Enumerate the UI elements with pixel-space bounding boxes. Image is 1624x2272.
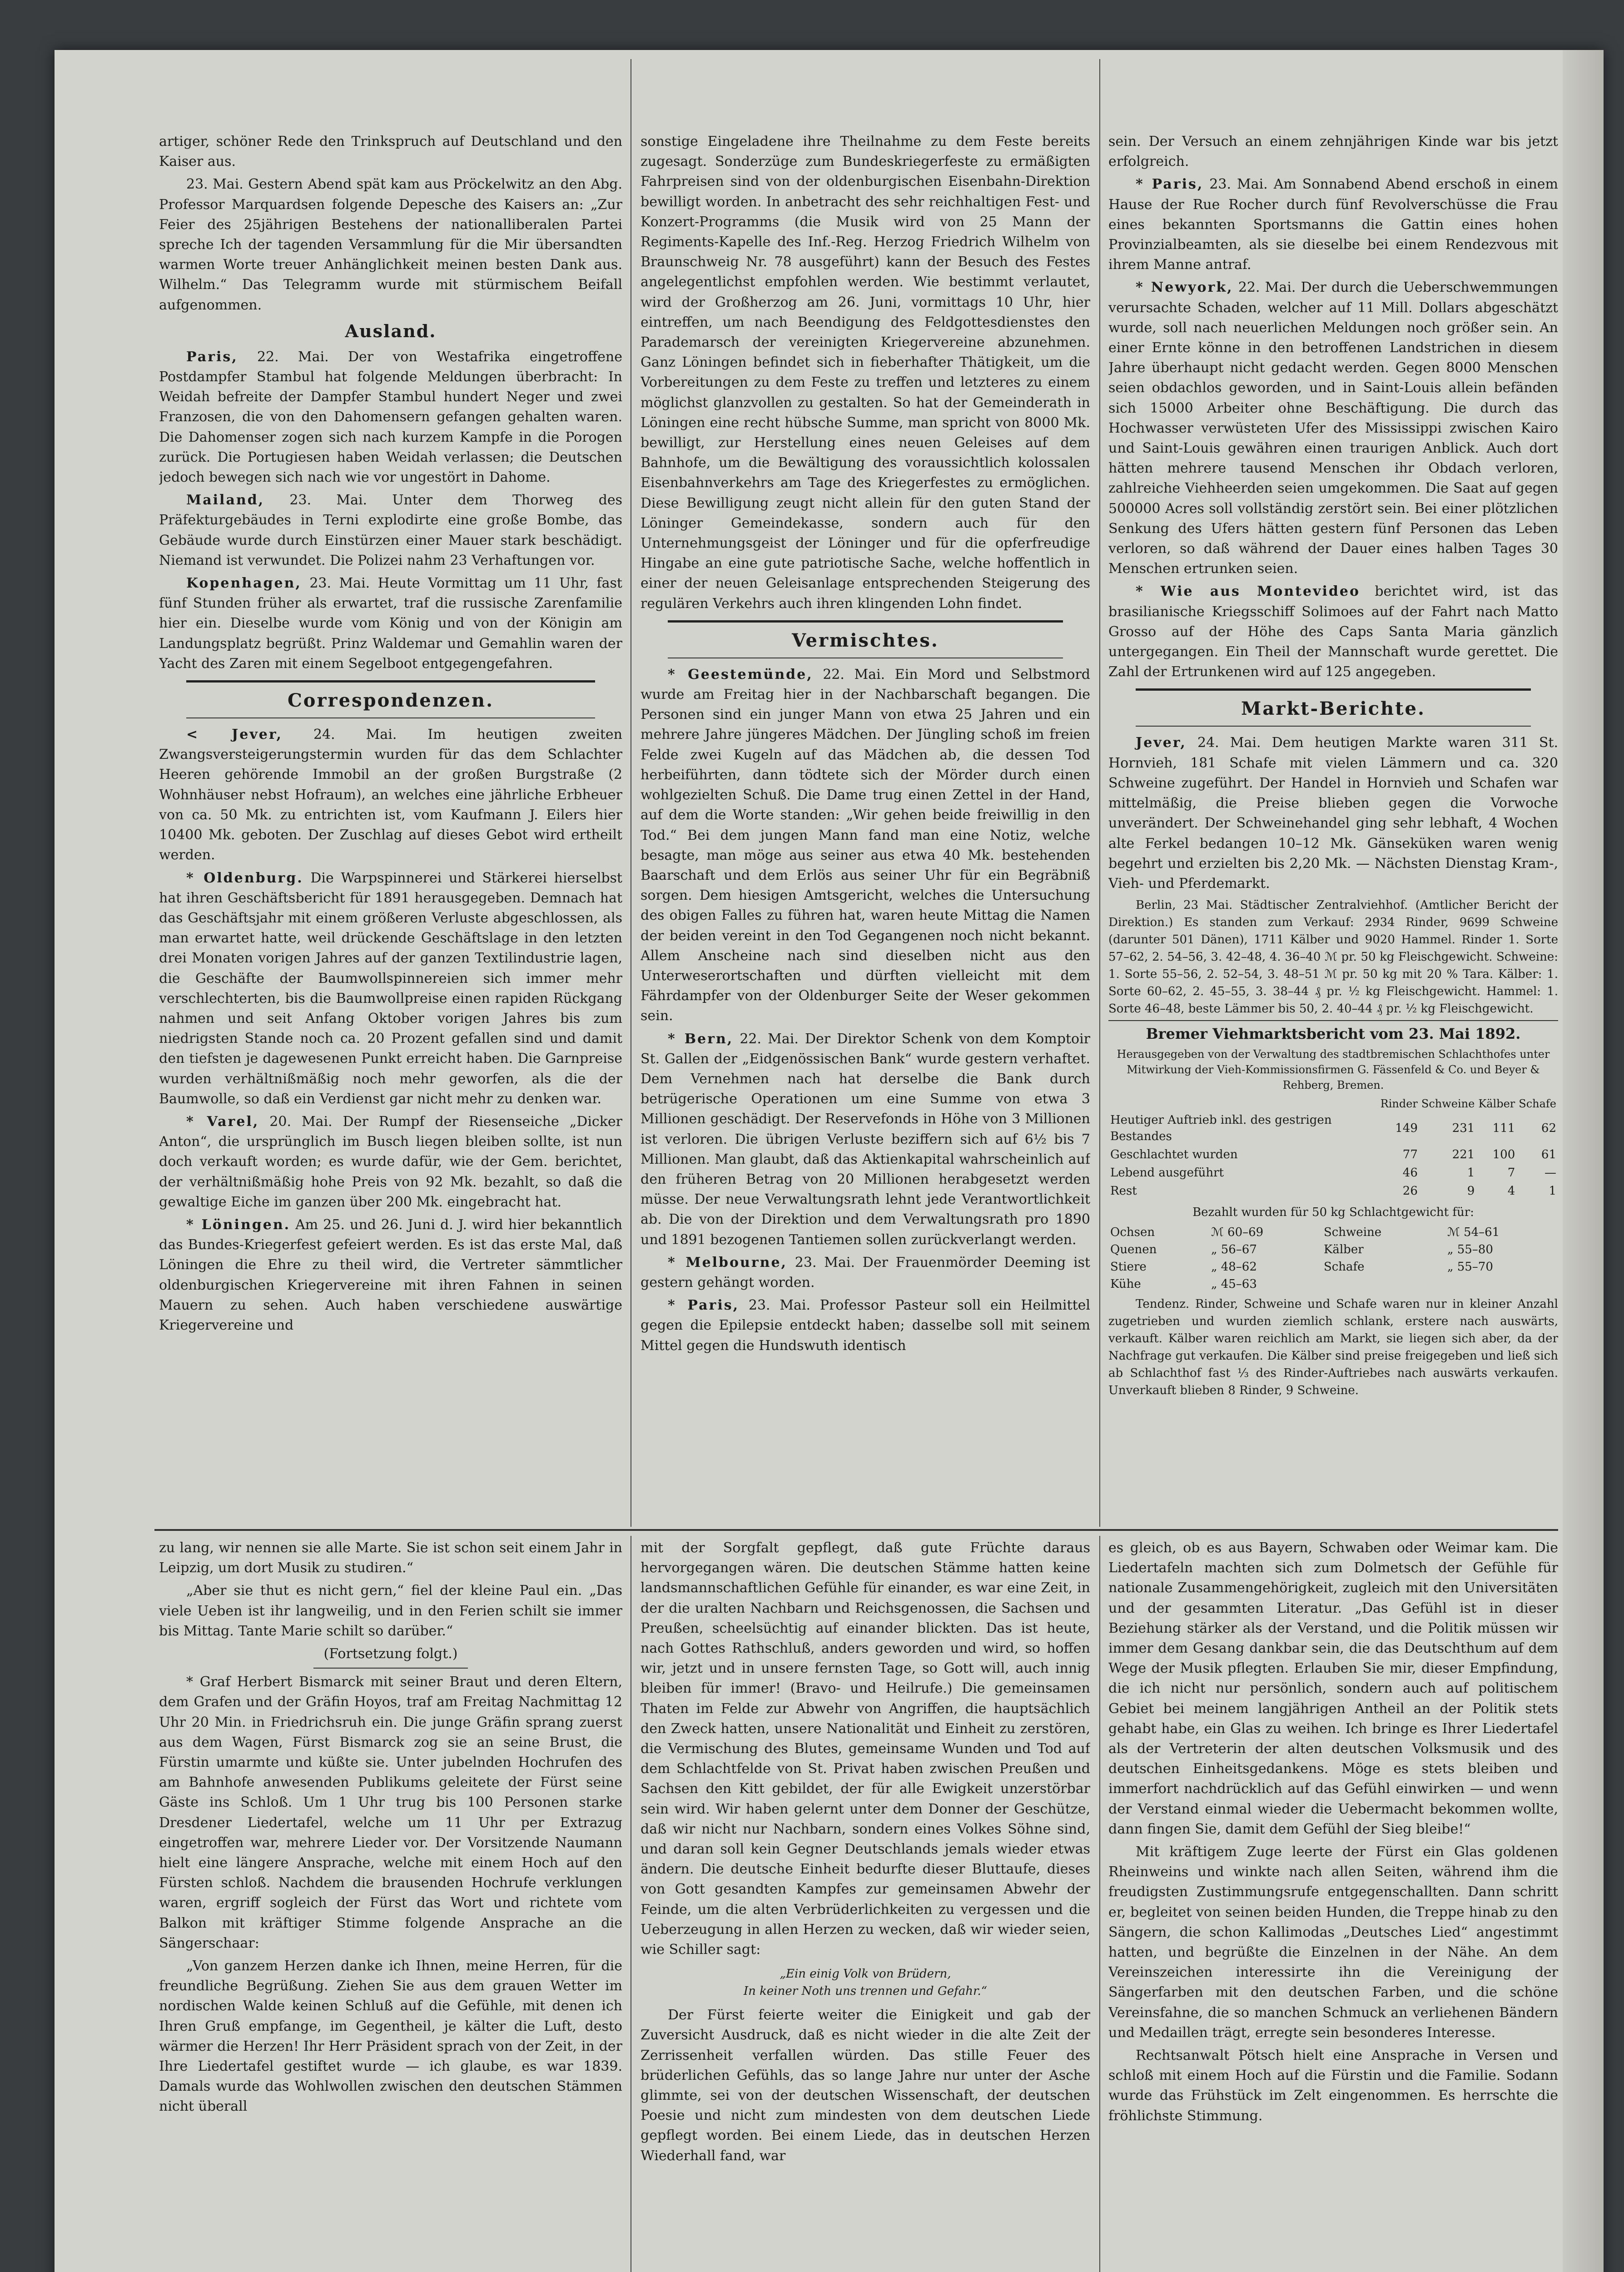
table-cell: Schweine [1323,1226,1382,1240]
table-cell: ℳ 60–69 [1211,1226,1264,1240]
table-cell: 61 [1541,1148,1556,1162]
table-cell: „ 56–67 [1211,1243,1257,1257]
dateline: Jever, [1136,735,1187,751]
table-cell: Quenen [1110,1243,1157,1257]
article-text: Der Fürst feierte weiter die Einigkeit und gab der Zuversicht Ausdruck, daß es nicht wieder in die alte Zeit der Zerrissenheit verfallen würden. Das stille Feuer des brüderlichen Gefühls, das so lange Jahre nur unter der Asche glimmte, sei von der deutschen Wissenschaft, der deutschen Poesie und nicht zum mindesten von dem deutschen Liede gepflegt worden. Bei einem Liede, das in deutschen Herzen Wiederhall fand, war [641,2007,1090,2164]
table-header-row [1108,1096,1558,1111]
column-separator [1099,59,1100,1527]
article-text: zu lang, wir nennen sie alle Marte. Sie ist schon seit einem Jahr in Leipzig, um dort Musik zu studiren.“ [159,1540,622,1576]
table-cell: 149 [1395,1121,1418,1136]
article-text: sein. Der Versuch an einem zehnjährigen Kinde war bis jetzt erfolgreich. [1108,134,1558,170]
dateline: * Bern, [668,1031,734,1047]
column-2 [641,132,1090,1527]
table-cell: 62 [1541,1121,1556,1136]
article-text: „Aber sie thut es nicht gern,“ fiel der kleine Paul ein. „Das viele Ueben ist ihr langweilig, und in den Ferien schilt sie immer bis Mittag. Tante Marie schilt so darüber.“ [159,1583,622,1639]
news-item: * Wie aus Montevideo berichtet wird, ist das brasilianische Kriegsschiff Solimoes auf der Fahrt nach Matto Grosso auf der Höhe des Caps Santa Maria gänzlich untergegangen. Ein Theil der Mannschaft wurde gerettet. Die Zahl der Ertrunkenen wird auf 125 angegeben. [1108,583,1558,680]
news-item: * Paris, 23. Mai. Am Sonnabend Abend erschoß in einem Hause der Rue Rocher durch fünf Revolverschüsse die Frau eines bekannten Sportsmanns die Gattin eines hohen Provinzialbeamten, als sie dieselbe bei einem Rendezvous mit ihrem Manne antraf. [1108,176,1558,273]
rule [1108,1020,1558,1021]
table-cell: „ 55–80 [1447,1243,1493,1257]
market-report-berlin: Berlin, 23 Mai. Städtischer Zentralviehhof. (Amtlicher Bericht der Direktion.) Es standen zum Verkauf: 2934 Rinder, 9699 Schweine (darunter 501 Dänen), 1711 Kälber und 9020 Hammel. Rinder 1. Sorte 57–62, 2. 54–56, 3. 42–48, 4. 36–40 ℳ pr. 50 kg Fleischgewicht. Schweine: 1. Sorte 55–56, 2. 52–54, 3. 48–51 ℳ pr. 50 kg mit 20 % Tara. Kälber: 1. Sorte 60–62, 2. 45–55, 3. 38–44 ₰ pr. ½ kg Fleischgewicht. Hammel: 1. Sorte 46–48, beste Lämmer bis 50, 2. 40–44 ₰ pr. ½ kg Fleischgewicht. [1108,898,1558,1016]
table-row [1108,1276,1558,1293]
article-text: artiger, schöner Rede den Trinkspruch auf Deutschland und den Kaiser aus. [159,134,622,170]
article-text: Rechtsanwalt Pötsch hielt eine Ansprache in Versen und schloß mit einem Hoch auf die Fürstin und die Familie. Sodann wurde das Frühstück im Zelt eingenommen. Es herrschte die fröhlichste Stimmung. [1108,2048,1558,2124]
dateline: Kopenhagen, [186,575,302,592]
section-heading: Ausland. [345,320,437,341]
continuation-note: (Fortsetzung folgt.) [323,1646,458,1662]
bremen-report-title: Bremer Viehmarktsbericht vom 23. Mai 1892. [1146,1025,1521,1043]
table-cell: Rest [1110,1184,1137,1198]
table-row [1108,1224,1558,1241]
bremen-prices-table [1108,1224,1558,1293]
table-cell: Kälber [1323,1243,1364,1257]
table-cell: „ 45–63 [1211,1277,1257,1291]
bremen-supply-table [1108,1096,1558,1200]
article-text: Mit kräftigem Zuge leerte der Fürst ein Glas goldenen Rheinweins und winkte nach allen Seiten, während ihm die freudigsten Zustimmungsrufe entgegenschallten. Dann schritt er, begleitet von seinen beiden Hunden, die Treppe hinab zu den Sängern, die schon Kallimodas „Deutsches Lied“ angestimmt hatten, und begrüßte die Einzelnen in der Nähe. An dem Vereinszeichen interessirte ihn die Vereinigung der Sängerfarben mit den deutschen Farben, und die schöne Vereinsfahne, die so manchen Schmuck an verliehenen Bändern und Medaillen trägt, erregte sein besonderes Interesse. [1108,1844,1558,2041]
table-cell: 1 [1467,1166,1475,1180]
table-cell: 1 [1549,1184,1556,1198]
table-cell: 111 [1492,1121,1515,1136]
news-item: Kopenhagen, 23. Mai. Heute Vormittag um 11 Uhr, fast fünf Stunden früher als erwartet, traf die russische Zarenfamilie hier ein. Dieselbe wurde vom König und von der Königin am Landungsplatz begrüßt. Prinz Waldemar und Gemahlin waren der Yacht des Zaren mit einem Segelboot entgegengefahren. [159,575,622,672]
table-cell: Geschlachtet wurden [1110,1148,1238,1162]
section-heading: Correspondenzen. [287,690,494,712]
table-cell: 221 [1452,1148,1475,1162]
table-cell [1322,1276,1445,1293]
table-cell: — [1545,1166,1556,1180]
table-header [1108,1096,1379,1111]
table-cell: Heutiger Auftrieb inkl. des gestrigen Bestandes [1110,1113,1332,1144]
news-item: * Löningen. Am 25. und 26. Juni d. J. wird hier bekanntlich das Bundes-Kriegerfest gefeiert werden. Es ist das erste Mal, daß Löningen die Ehre zu theil wird, die Vertreter sämmtlicher oldenburgischen Kriegervereine mit ihren Fahnen in seinen Mauern zu sehen. Auch haben verschiedene auswärtige Kriegervereine und [159,1216,622,1333]
table-cell: Kühe [1110,1277,1141,1291]
news-item: * Varel, 20. Mai. Der Rumpf der Riesenseiche „Dicker Anton“, die ursprünglich im Busch liegen bleiben sollte, ist nun doch verkauft worden; es wurde dafür, wie der Gem. berichtet, der verhältnißmäßig hohe Preis von 92 Mk. bezahlt, so daß die gewaltige Eiche im ganzen über 200 Mk. eingebracht hat. [159,1113,622,1210]
news-item: * Geestemünde, 22. Mai. Ein Mord und Selbstmord wurde am Freitag hier in der Nachbarschaft begangen. Die Personen sind ein junger Mann von etwa 25 Jahren und ein mehrere Jahre jüngeres Mädchen. Der Jüngling schoß im freien Felde zwei Kugeln auf das Mädchen ab, die dessen Tod herbeiführten, dann tödtete sich der Mörder durch einen wohlgezielten Schuß. Die Dame trug einen Zettel in der Hand, auf dem die Worte standen: „Wir gehen beide freiwillig in den Tod.“ Bei dem jungen Mann fand man eine Notiz, welche besagte, man möge aus seiner aus etwa 40 Mk. bestehenden Baarschaft und dem Erlös aus seiner Uhr für ein Begräbniß sorgen. Dem hiesigen Amtsgericht, welches die Untersuchung des obigen Falles zu führen hat, waren heute Mittag die Namen der beiden vereint in den Tod Gegangenen noch nicht bekannt. Allem Anscheine nach sind dieselben nicht aus den Unterweserortschaften und dürften vielleicht mit dem Fährdampfer von der Oldenburger Seite der Weser gekommen sein. [641,666,1090,1024]
table-row [1108,1146,1558,1164]
section-heading: Vermischtes. [792,629,939,651]
poem-line: „Ein einig Volk von Brüdern, [780,1967,951,1981]
page-edge [1563,50,1604,2272]
dateline: * Geestemünde, [668,666,813,683]
table-row [1108,1241,1558,1258]
dateline: Mailand, [186,492,265,508]
article-text: „Von ganzem Herzen danke ich Ihnen, meine Herren, für die freundliche Begrüßung. Ziehen Sie aus dem grauen Wetter im nordischen Walde keinen Schluß auf die Gefühle, mit denen ich Ihren Gruß empfange, im Gegentheil, je kälter die Luft, desto wärmer die Herzen! Ihr Herr Präsident sprach von der Zeit, in der Ihre Liedertafel gestiftet wurde — ich glaube, es war 1839. Damals wurde das Wohlwollen zwischen den deutschen Stämmen nicht überall [159,1958,622,2115]
table-cell: 231 [1452,1121,1475,1136]
table-cell: Ochsen [1110,1226,1155,1240]
table-cell: „ 55–70 [1447,1260,1493,1274]
bottom-column-1 [159,1538,622,2272]
table-cell: Schafe [1323,1260,1365,1274]
table-row [1108,1111,1558,1146]
table-cell: 26 [1402,1184,1418,1198]
section-separator [154,1529,1558,1531]
table-cell [1445,1276,1558,1293]
heading-rule [668,620,1063,623]
news-item: * Paris, 23. Mai. Professor Pasteur soll ein Heilmittel gegen die Epilepsie entdeckt haben; dasselbe soll mit seinem Mittel gegen die Hundswuth identisch [641,1297,1090,1354]
article-text: mit der Sorgfalt gepflegt, daß gute Früchte daraus hervorgegangen wären. Die deutschen Stämme hatten keine landsmannschaftlichen Gefühle für einander, es war eine Zeit, in der die uralten Nachbarn und Reichsgenossen, die Sachsen und Preußen, scheelsüchtig auf einander blickten. Das ist heute, nach Gottes Rathschluß, anders geworden und wird, so hoffen wir, jetzt und in unsere fernsten Tage, so Gott will, auch innig bleiben für immer! (Bravo- und Heilrufe.) Die gemeinsamen Thaten im Felde zur Abwehr von Angriffen, die hauptsächlich den Zweck hatten, unsere Nationalität und Einheit zu zerstören, die Vermischung des Blutes, gemeinsame Wunden und Tod auf dem Schlachtfelde von St. Privat haben zwischen Preußen und Sachsen den Kitt gebildet, der für alle Ewigkeit unzerstörbar sein wird. Wir haben gelernt unter dem Donner der Geschütze, daß wir nicht nur Nachbarn, sondern eines Volkes Söhne sind, und daran soll kein Gegner Deutschlands jemals wieder etwas ändern. Die deutsche Einheit bedurfte dieser Bluttaufe, dieses von Gott gesandten Kampfes zur gemeinsamen Abwehr der Feinde, um die alten Verbrüderlichkeiten zu vergessen und die Ueberzeugung in allen Herzen zu wecken, daß wir wieder seien, wie Schiller sagt: [641,1540,1090,1958]
table-cell: 7 [1507,1166,1515,1180]
bottom-column-2 [641,1538,1090,2272]
article-text: sonstige Eingeladene ihre Theilnahme zu dem Feste bereits zugesagt. Sonderzüge zum Bundeskriegerfeste zu ermäßigten Fahrpreisen sind von der oldenburgischen Eisenbahn-Direktion bewilligt worden. In anbetracht des sehr reichhaltigen Fest- und Konzert-Programms (die Musik wird von 25 Mann der Regiments-Kapelle des Inf.-Reg. Herzog Friedrich Wilhelm von Braunschweig Nr. 78 ausgeführt) kann der Besuch des Festes angelegentlichst empfohlen werden. Wie bestimmt verlautet, wird der Großherzog am 26. Juni, vormittags 10 Uhr, hier eintreffen, um nach Beendigung des Feldgottesdienstes den Parademarsch der vereinigten Kriegervereine abzunehmen. Ganz Löningen befindet sich in fieberhafter Thätigkeit, um die Vorbereitungen zu dem Feste zu treffen und letzteres zu einem möglichst glanzvollen zu gestalten. So hat der Gemeinderath in Löningen eine recht hübsche Summe, man spricht von 8000 Mk. bewilligt, zur Herstellung eines neuen Geleises auf dem Bahnhofe, um die Bewältigung des voraussichtlich kolossalen Eisenbahnverkehrs am Tage des Kriegerfestes zu ermöglichen. Diese Bewilligung zeugt nicht allein für den guten Stand der Löninger Gemeindekasse, sondern auch für den Unternehmungsgeist der Löninger und für die opferfreudige Hingabe an eine gute patriotische Sache, welche hoffentlich in einer der neuen Geleisanlage entsprechenden Steigerung des regulären Verkehrs auch ihren klingenden Lohn findet. [641,134,1090,612]
poem-line: In keiner Noth uns trennen und Gefahr.“ [743,1984,988,1998]
bottom-column-3 [1108,1538,1558,2272]
column-1 [159,132,622,1527]
section-heading: Markt-Berichte. [1241,698,1425,720]
table-cell: 46 [1402,1166,1418,1180]
rule [313,1668,468,1669]
dateline: * Newyork, [1136,279,1233,296]
heading-rule [1136,688,1531,691]
dateline: Paris, [186,349,238,365]
poem-quote [641,1965,1090,2000]
article-text: es gleich, ob es aus Bayern, Schwaben oder Weimar kam. Die Liedertafeln machten sich zum Dolmetsch der Gefühle für nationale Zusammengehörigkeit, zugleich mit den Universitäten und der gesammten Literatur. „Das Gefühl ist in dieser Beziehung stärker als der Verstand, und die Politik müssen wir immer dem Gesang dankbar sein, die das Deutschthum auf dem Wege der Musik pflegten. Erlauben Sie mir, dieser Empfindung, die ich nicht nur persönlich, sondern auch auf politischem Gebiet bei meinem langjährigen Antheil an der Politik stets gehabt habe, ein Glas zu weihen. Ich bringe es Ihrer Liedertafel als der Vertreterin der alten deutschen Volksmusik und des deutschen Einheitsgedankens. Möge es stets bleiben und immerfort nachdrücklich auf das Gefühl einwirken — und wenn der Verstand einmal wieder die Uebermacht bekommen wollte, dann fingen Sie, damit dem Gefühl der Sieg bleibe!“ [1108,1540,1558,1837]
table-header: Schafe [1519,1097,1556,1111]
table-header: Kälber [1478,1097,1515,1111]
news-item: * Melbourne, 23. Mai. Der Frauenmörder Deeming ist gestern gehängt worden. [641,1254,1090,1290]
dateline: * Varel, [186,1113,259,1130]
newspaper-page [55,50,1604,2272]
table-cell: 77 [1402,1148,1418,1162]
column-separator [1099,1536,1100,2272]
heading-rule [186,680,595,683]
table-row [1108,1258,1558,1276]
table-cell: 9 [1467,1184,1475,1198]
table-cell: 4 [1507,1184,1515,1198]
news-item: < Jever, 24. Mai. Im heutigen zweiten Zwangsversteigerungstermin wurden für das dem Schlachter Heeren gehörende Immobil an der großen Burgstraße (2 Wohnhäuser nebst Hofraum), an welches eine jährliche Erbheuer von ca. 50 Mk. zu entrichten ist, vom Kaufmann J. Eilers hier 10400 Mk. geboten. Der Zuschlag auf dieses Gebot wird ertheilt werden. [159,727,622,863]
dateline: * Paris, [1136,176,1204,193]
news-item: * Bern, 22. Mai. Der Direktor Schenk von dem Komptoir St. Gallen der „Eidgenössischen Bank“ wurde gestern verhaftet. Dem Vernehmen nach hat derselbe die Bank durch betrügerische Operationen um eine Summe von etwa 3 Millionen geschädigt. Der Reservefonds in Höhe von 3 Millionen ist verloren. Die übrigen Verluste beziffern sich auf 6½ bis 7 Millionen. Man glaubt, daß das Aktienkapital wahrscheinlich auf den früheren Betrag von 20 Millionen herabgesetzt werden müsse. Der neue Verwaltungsrath lehnt jede Verantwortlichkeit ab. Die von der Direktion und dem Verwaltungsrath pro 1890 und 1891 bezogenen Tantiemen sollen zurückverlangt werden. [641,1031,1090,1248]
table-cell: „ 48–62 [1211,1260,1257,1274]
heading-rule [1136,726,1531,727]
bremen-report-subtitle: Herausgegeben von der Verwaltung des stadtbremischen Schlachthofes unter Mitwirkung der Vieh-Kommissionsfirmen G. Fässenfeld & Co. und Beyer & Rehberg, Bremen. [1117,1048,1550,1092]
dateline: < Jever, [186,727,283,743]
news-item: * Newyork, 22. Mai. Der durch die Ueberschwemmungen verursachte Schaden, welcher auf 11 Mill. Dollars abgeschätzt wurde, soll nach neuerlichen Meldungen noch größer sein. An einer Ernte könne in den betroffenen Landstrichen in diesem Jahre überhaupt nicht gedacht werden. Gegen 8000 Menschen seien obdachlos geworden, und in Saint-Louis allein befänden sich 15000 Arbeiter ohne Beschäftigung. Die durch das Hochwasser verwüsteten Ufer des Mississippi zwischen Kairo und Saint-Louis gewähren einen traurigen Anblick. Auch dort hätten mehrere tausend Menschen ihr Obdach verloren, zahlreiche Viehheerden seien umgekommen. Die Saat auf gegen 500000 Acres soll vollständig zerstört sein. Bei einer plötzlichen Senkung des Ufers hätten gestern fünf Personen das Leben verloren, so daß während der Dauer eines halben Tages 30 Menschen ertrunken seien. [1108,279,1558,577]
table-cell: ℳ 54–61 [1447,1226,1500,1240]
dateline: * Oldenburg. [186,870,303,886]
prices-title: Bezahlt wurden für 50 kg Schlachtgewicht für: [1192,1206,1474,1220]
news-item: Mailand, 23. Mai. Unter dem Thorweg des Präfekturgebäudes in Terni explodirte eine große Bombe, das Gebäude wurde durch Einstürzen einer Mauer stark beschädigt. Niemand ist verwundet. Die Polizei nahm 23 Verhaftungen vor. [159,492,622,568]
table-row [1108,1182,1558,1200]
table-header: Schweine [1421,1097,1475,1111]
table-cell: 100 [1492,1148,1515,1162]
market-tendency: Tendenz. Rinder, Schweine und Schafe waren nur in kleiner Anzahl zugetrieben und wurden ziemlich schlank, erstere nach auswärts, verkauft. Kälber waren reichlich am Markt, sie liegen sich aber, da der Nachfrage gut verkaufen. Die Kälber sind preise freigegeben und ließ sich ab Schlachthof fast ⅓ des Rinder-Auftriebes nach auswärts verkaufen. Unverkauft blieben 8 Rinder, 9 Schweine. [1108,1297,1558,1398]
heading-rule [186,717,595,718]
column-3 [1108,132,1558,1527]
table-header: Rinder [1380,1097,1418,1111]
dateline: * Wie aus Montevideo [1136,583,1360,600]
table-cell: Lebend ausgeführt [1110,1166,1224,1180]
dateline: * Melbourne, [668,1254,788,1271]
article-text: 23. Mai. Gestern Abend spät kam aus Pröckelwitz an den Abg. Professor Marquardsen folgende Depesche des Kaisers an: „Zur Feier des 25jährigen Bestehens der nationalliberalen Partei spreche Ich der tagenden Versammlung für die Mir übersandten warmen Worte treuer Anhänglichkeit meinen besten Dank aus. Wilhelm.“ Das Telegramm wurde mit stürmischem Beifall aufgenommen. [159,176,622,313]
article-text: * Graf Herbert Bismarck mit seiner Braut und deren Eltern, dem Grafen und der Gräfin Hoyos, traf am Freitag Nachmittag 12 Uhr 20 Min. in Friedrichsruh ein. Die junge Gräfin sprang zuerst aus dem Wagen, Fürst Bismarck zog sie an seine Brust, die Fürstin umarmte und küßte sie. Unter jubelnden Hochrufen des am Bahnhofe anwesenden Publikums geleitete der Fürst seine Gäste ins Schloß. Um 1 Uhr trug bis 100 Personen starke Dresdener Liedertafel, welche um 11 Uhr per Extrazug eingetroffen war, mehrere Lieder vor. Der Vorsitzende Naumann hielt eine längere Ansprache, welche mit einem Hoch auf den Fürsten schloß. Nachdem die brausenden Hochrufe verklungen waren, ergriff sogleich der Fürst das Wort und richtete vom Balkon mit kräftiger Stimme folgende Ansprache an die Sängerschaar: [159,1674,622,1951]
dateline: * Löningen. [186,1216,291,1233]
news-item: Paris, 22. Mai. Der von Westafrika eingetroffene Postdampfer Stambul hat folgende Meldungen überbracht: In Weidah befreite der Dampfer Stambul hundert Neger und zwei Franzosen, die von den Dahomensern gefangen gehalten waren. Die Dahomenser zogen sich nach kurzem Kampfe in die Porogen zurück. Die Portugiesen haben Weidah verlassen; die Deutschen jedoch bewegen sich nach wie vor ungestört in Dahome. [159,349,622,486]
news-item: Jever, 24. Mai. Dem heutigen Markte waren 311 St. Hornvieh, 181 Schafe mit vielen Lämmern und ca. 320 Schweine zugeführt. Der Handel in Hornvieh und Schafen war mittelmäßig, die Preise blieben gegen die Vorwoche unverändert. Der Schweinehandel ging sehr lebhaft, 4 Wochen alte Ferkel bedangen 10–12 Mk. Gänseküken waren wenig begehrt und erzielten bis 2,20 Mk. — Nächsten Dienstag Kram-, Vieh- und Pferdemarkt. [1108,735,1558,892]
news-item: * Oldenburg. Die Warpspinnerei und Stärkerei hierselbst hat ihren Geschäftsbericht für 1891 herausgegeben. Demnach hat das Geschäftsjahr mit einem größeren Verluste abgeschlossen, als man erwartet hatte, weil drückende Geschäftslage in den letzten drei Monaten vorigen Jahres auf der ganzen Textilindustrie lagen, die Geschäfte der Baumwollspinnereien sich immer mehr verschlechterten, bis die Baumwollpreise einen rapiden Rückgang nahmen und seit Anfang Oktober vorigen Jahres bis zum niedrigsten Stande noch ca. 20 Prozent gefallen sind und damit den tiefsten je dagewesenen Punkt erreicht haben. Die Garnpreise wurden verhältnißmäßig noch mehr geworfen, als die der Baumwolle, so daß ein Verdienst gar nicht mehr zu denken war. [159,870,622,1107]
table-row [1108,1164,1558,1182]
table-cell: Stiere [1110,1260,1147,1274]
dateline: * Paris, [668,1297,740,1314]
